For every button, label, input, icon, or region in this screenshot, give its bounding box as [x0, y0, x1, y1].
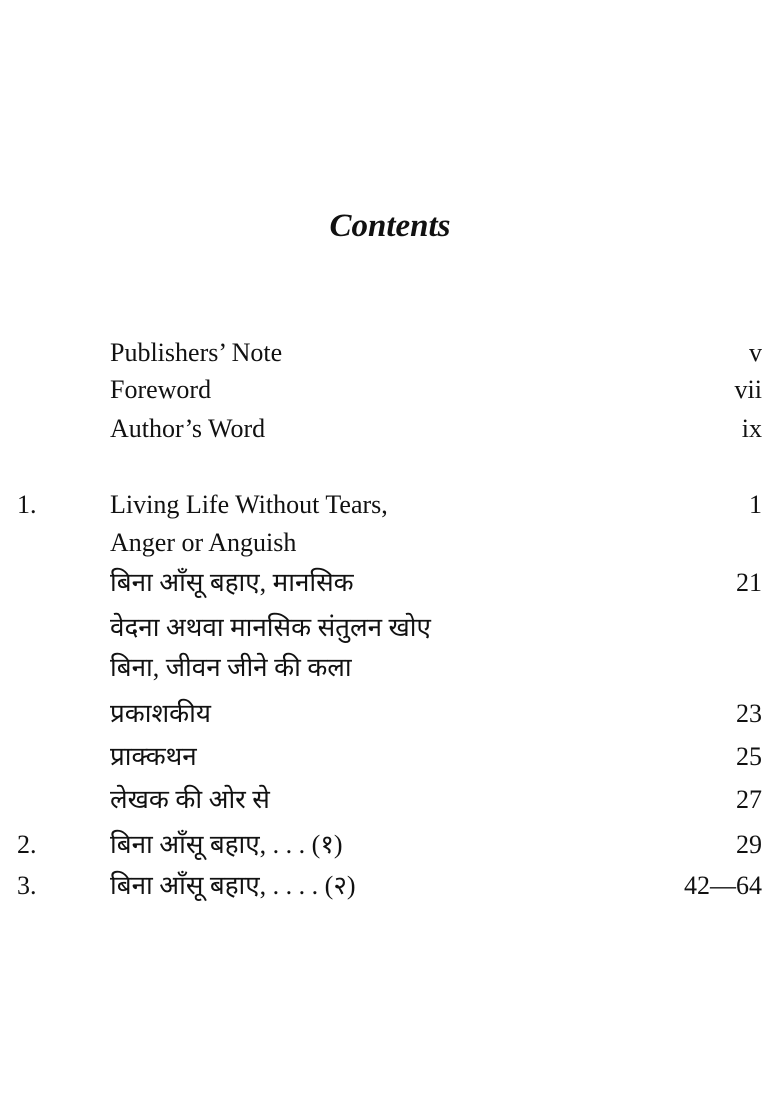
toc-entry	[0, 610, 780, 646]
entry-title: बिना आँसू बहाए, मानसिक	[110, 568, 354, 597]
entry-title: Publishers’ Note	[110, 338, 283, 367]
entry-title: बिना आँसू बहाए, . . . . (२)	[110, 871, 356, 900]
entry-page: vii	[734, 375, 762, 404]
page-title: Contents	[329, 208, 451, 244]
entry-number: 1.	[17, 490, 37, 519]
entry-page: 29	[736, 830, 762, 859]
entry-page: 23	[736, 699, 762, 728]
toc-entry	[0, 565, 780, 601]
toc-entry	[0, 739, 780, 775]
toc-entry	[0, 335, 780, 371]
entry-page: 21	[736, 568, 762, 597]
toc-entry	[0, 411, 780, 447]
toc-entry	[0, 487, 780, 523]
toc-entry	[0, 650, 780, 686]
toc-entry	[0, 868, 780, 904]
entry-title: प्राक्कथन	[110, 742, 197, 771]
entry-number: 3.	[17, 871, 37, 900]
entry-title: प्रकाशकीय	[110, 699, 211, 728]
entry-title: वेदना अथवा मानसिक संतुलन खोए	[110, 613, 431, 642]
entry-title: बिना आँसू बहाए, . . . (१)	[110, 830, 343, 859]
entry-page: 1	[749, 490, 762, 519]
toc-entry	[0, 525, 780, 561]
entry-page: 27	[736, 785, 762, 814]
entry-title: Author’s Word	[110, 414, 266, 443]
entry-page: v	[749, 338, 762, 367]
entry-page: 25	[736, 742, 762, 771]
entry-title: Foreword	[110, 375, 212, 404]
entry-title: Anger or Anguish	[110, 528, 297, 557]
entry-title: Living Life Without Tears,	[110, 490, 388, 519]
entry-page: 42—64	[684, 871, 762, 900]
entry-title: लेखक की ओर से	[110, 785, 270, 814]
toc-entry	[0, 827, 780, 863]
toc-entry	[0, 696, 780, 732]
entry-page: ix	[741, 414, 762, 443]
toc-entry	[0, 372, 780, 408]
entry-number: 2.	[17, 830, 37, 859]
toc-entry	[0, 782, 780, 818]
entry-title: बिना, जीवन जीने की कला	[110, 653, 352, 682]
